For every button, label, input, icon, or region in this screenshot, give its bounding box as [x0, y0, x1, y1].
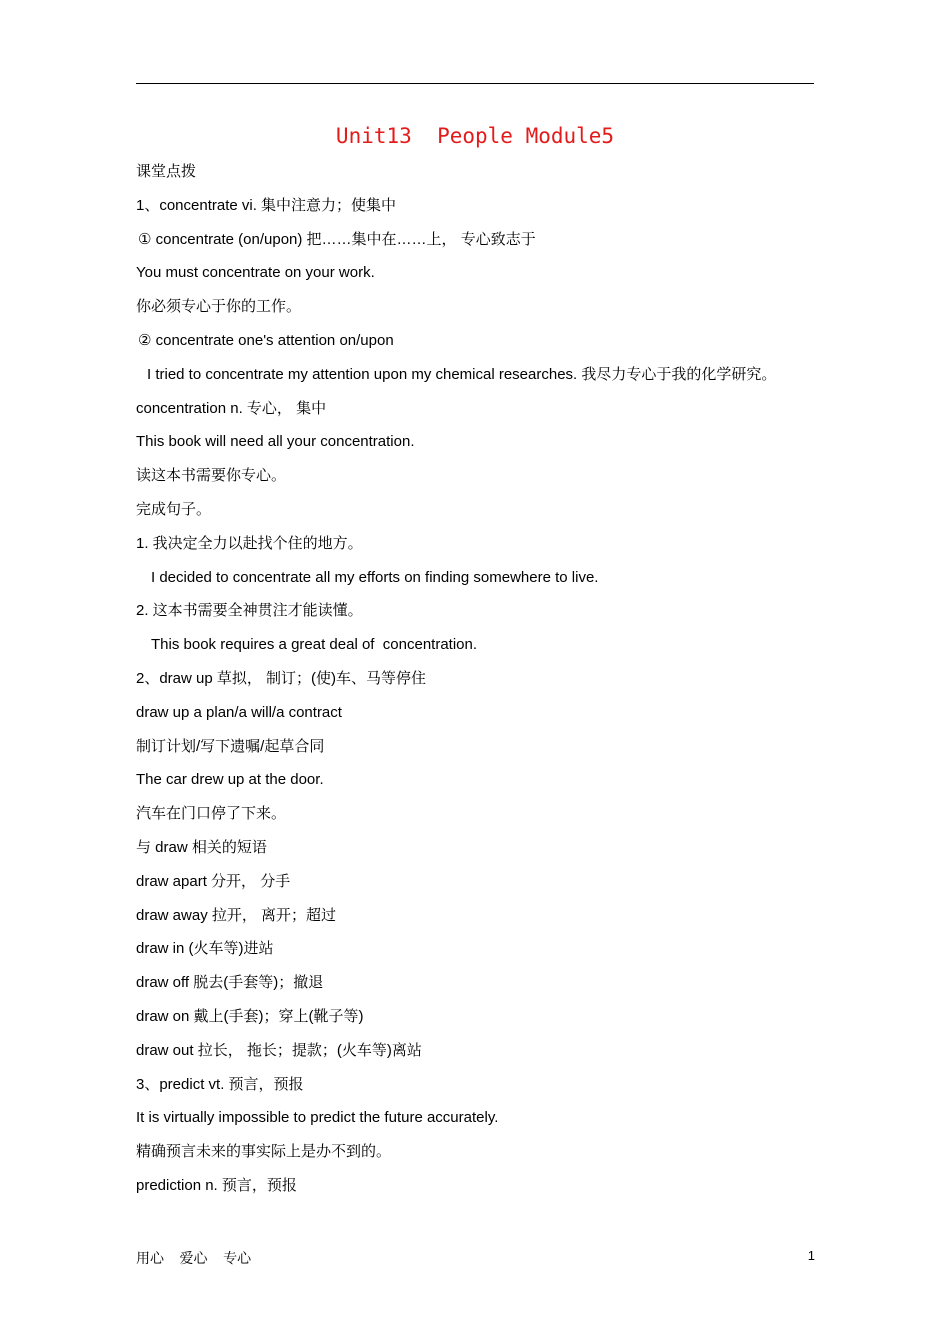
text-line: ② concentrate one's attention on/upon	[138, 331, 394, 349]
text-line: You must concentrate on your work.	[136, 264, 375, 282]
text-line: 课堂点拨	[136, 163, 197, 180]
text-line: concentration n. 专心， 集中	[136, 399, 327, 417]
text-line: 2、draw up 草拟， 制订；(使)车、马等停住	[136, 669, 427, 687]
text-line: 读这本书需要你专心。	[136, 467, 287, 485]
text-line: draw in (火车等)进站	[136, 940, 274, 958]
text-line: 汽车在门口停了下来。	[136, 805, 287, 823]
text-line: I decided to concentrate all my efforts on finding somewhere to live.	[151, 568, 599, 586]
text-line: draw apart 分开， 分手	[136, 872, 291, 890]
text-line: draw up a plan/a will/a contract	[136, 703, 342, 721]
text-line: 制订计划/写下遗嘱/起草合同	[136, 737, 325, 755]
header-rule	[136, 83, 814, 84]
text-line: prediction n. 预言，预报	[136, 1176, 297, 1194]
text-line: This book will need all your concentration.	[136, 433, 415, 451]
text-line: 精确预言未来的事实际上是办不到的。	[136, 1143, 392, 1161]
footer-text: 用心 爱心 专心	[136, 1250, 252, 1266]
text-line: This book requires a great deal of concentration.	[151, 636, 478, 654]
text-line: 与 draw 相关的短语	[136, 838, 267, 856]
text-line: 3、predict vt. 预言，预报	[136, 1075, 304, 1093]
text-line: I tried to concentrate my attention upon my chemical researches. 我尽力专心于我的化学研究。	[147, 365, 777, 383]
text-line: draw away 拉开， 离开；超过	[136, 906, 337, 924]
text-line: draw on 戴上(手套)；穿上(靴子等)	[136, 1007, 364, 1025]
text-line: draw off 脱去(手套等)；撤退	[136, 974, 324, 992]
text-line: 1、concentrate vi. 集中注意力；使集中	[136, 196, 397, 214]
text-line: draw out 拉长， 拖长；提款；(火车等)离站	[136, 1041, 422, 1059]
text-line: ① concentrate (on/upon) 把……集中在……上， 专心致志于	[138, 230, 536, 248]
text-line: It is virtually impossible to predict the future accurately.	[136, 1109, 499, 1127]
text-line: The car drew up at the door.	[136, 771, 324, 789]
page-title: Unit13 People Module5	[335, 124, 615, 148]
text-line: 完成句子。	[136, 500, 212, 518]
text-line: 2. 这本书需要全神贯注才能读懂。	[136, 602, 363, 620]
text-line: 你必须专心于你的工作。	[136, 298, 302, 316]
text-line: 1. 我决定全力以赴找个住的地方。	[136, 534, 363, 552]
document-body	[136, 161, 826, 1209]
page-number: 1	[807, 1248, 815, 1263]
